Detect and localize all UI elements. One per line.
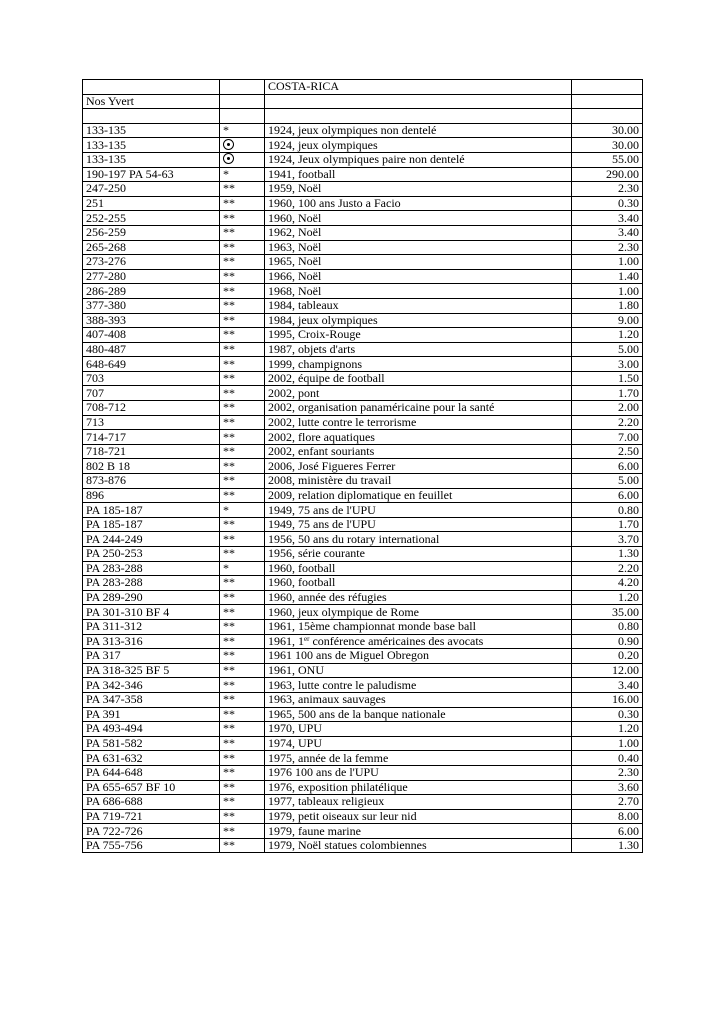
table-row	[83, 722, 643, 737]
condition-mark: **	[220, 342, 265, 357]
description: 1960, football	[265, 561, 572, 576]
price: 9.00	[572, 313, 643, 328]
table-row	[83, 780, 643, 795]
table-row	[83, 211, 643, 226]
description: 1984, jeux olympiques	[265, 313, 572, 328]
catalog-number: PA 185-187	[83, 503, 220, 518]
condition-mark: **	[220, 765, 265, 780]
condition-mark: **	[220, 225, 265, 240]
condition-mark: **	[220, 634, 265, 649]
catalog-number: 707	[83, 386, 220, 401]
catalog-number: 873-876	[83, 474, 220, 489]
table-row	[83, 182, 643, 197]
table-row	[83, 590, 643, 605]
table-row	[83, 824, 643, 839]
price: 0.20	[572, 649, 643, 664]
description: 1968, Noël	[265, 284, 572, 299]
condition-mark: **	[220, 576, 265, 591]
price: 290.00	[572, 167, 643, 182]
price: 35.00	[572, 605, 643, 620]
description	[265, 634, 572, 649]
table-row	[83, 459, 643, 474]
condition-mark: **	[220, 692, 265, 707]
table-row	[83, 430, 643, 445]
table-row	[83, 225, 643, 240]
price: 2.20	[572, 415, 643, 430]
catalog-number: PA 391	[83, 707, 220, 722]
stamp-price-table-body	[83, 80, 643, 853]
catalog-number: PA 342-346	[83, 678, 220, 693]
ordinal-superscript: er	[304, 634, 310, 643]
price: 1.20	[572, 590, 643, 605]
condition-mark: **	[220, 824, 265, 839]
catalog-number: PA 581-582	[83, 736, 220, 751]
condition-mark: **	[220, 459, 265, 474]
price: 1.20	[572, 722, 643, 737]
description: 1962, Noël	[265, 225, 572, 240]
catalog-number: 251	[83, 196, 220, 211]
price: 1.30	[572, 838, 643, 853]
condition-mark: **	[220, 240, 265, 255]
spacer-cell	[83, 109, 220, 124]
country-title: COSTA-RICA	[265, 80, 572, 95]
table-row	[83, 444, 643, 459]
table-row	[83, 678, 643, 693]
table-row	[83, 751, 643, 766]
price: 0.30	[572, 196, 643, 211]
table-row	[83, 561, 643, 576]
catalog-number: 718-721	[83, 444, 220, 459]
description: 1924, jeux olympiques non dentelé	[265, 123, 572, 138]
condition-mark: **	[220, 328, 265, 343]
description: 1975, année de la femme	[265, 751, 572, 766]
description: 1976, exposition philatélique	[265, 780, 572, 795]
price: 6.00	[572, 824, 643, 839]
price: 1.20	[572, 328, 643, 343]
header-price-cell	[572, 80, 643, 95]
table-row	[83, 313, 643, 328]
price: 1.30	[572, 547, 643, 562]
condition-mark: **	[220, 269, 265, 284]
description: 1987, objets d'arts	[265, 342, 572, 357]
ref-column-label: Nos Yvert	[83, 94, 220, 109]
description: 1970, UPU	[265, 722, 572, 737]
table-row	[83, 605, 643, 620]
catalog-number: PA 311-312	[83, 619, 220, 634]
catalog-number: PA 686-688	[83, 795, 220, 810]
description: 1965, 500 ans de la banque nationale	[265, 707, 572, 722]
description: 1949, 75 ans de l'UPU	[265, 517, 572, 532]
catalog-number: 256-259	[83, 225, 220, 240]
condition-mark: **	[220, 532, 265, 547]
condition-cell	[220, 152, 265, 167]
table-row	[83, 634, 643, 649]
condition-cell	[220, 138, 265, 153]
catalog-number: 713	[83, 415, 220, 430]
table-row	[83, 503, 643, 518]
condition-mark: *	[220, 503, 265, 518]
price: 1.00	[572, 255, 643, 270]
catalog-number: 703	[83, 371, 220, 386]
description: 2006, José Figueres Ferrer	[265, 459, 572, 474]
condition-mark: **	[220, 357, 265, 372]
table-row	[83, 795, 643, 810]
condition-mark: **	[220, 649, 265, 664]
table-row	[83, 386, 643, 401]
desc-column-label	[265, 94, 572, 109]
description-text: conférence américaines des avocats	[309, 634, 484, 648]
description: 1960, 100 ans Justo a Facio	[265, 196, 572, 211]
condition-mark: **	[220, 415, 265, 430]
table-row	[83, 692, 643, 707]
condition-mark: **	[220, 619, 265, 634]
condition-mark: **	[220, 444, 265, 459]
price: 2.30	[572, 182, 643, 197]
price: 0.30	[572, 707, 643, 722]
description: 1956, série courante	[265, 547, 572, 562]
condition-mark: **	[220, 298, 265, 313]
price: 2.00	[572, 401, 643, 416]
catalog-number: PA 655-657 BF 10	[83, 780, 220, 795]
catalog-number: 265-268	[83, 240, 220, 255]
description: 2002, organisation panaméricaine pour la santé	[265, 401, 572, 416]
condition-mark: **	[220, 736, 265, 751]
header-cond-cell	[220, 80, 265, 95]
description: 2009, relation diplomatique en feuillet	[265, 488, 572, 503]
table-row	[83, 123, 643, 138]
table-row	[83, 809, 643, 824]
price: 1.80	[572, 298, 643, 313]
spacer-row	[83, 109, 643, 124]
description: 1960, année des réfugies	[265, 590, 572, 605]
catalog-number: 714-717	[83, 430, 220, 445]
condition-mark: **	[220, 401, 265, 416]
catalog-number: PA 644-648	[83, 765, 220, 780]
condition-mark: **	[220, 751, 265, 766]
catalog-number: PA 244-249	[83, 532, 220, 547]
description: 1949, 75 ans de l'UPU	[265, 503, 572, 518]
catalog-number: PA 318-325 BF 5	[83, 663, 220, 678]
condition-mark: *	[220, 167, 265, 182]
price-column-label	[572, 94, 643, 109]
condition-mark: **	[220, 386, 265, 401]
catalog-number: 133-135	[83, 138, 220, 153]
condition-mark: **	[220, 284, 265, 299]
price: 1.50	[572, 371, 643, 386]
table-row	[83, 517, 643, 532]
table-row	[83, 342, 643, 357]
description: 1963, animaux sauvages	[265, 692, 572, 707]
catalog-number: 896	[83, 488, 220, 503]
description: 2002, enfant souriants	[265, 444, 572, 459]
spacer-cell	[572, 109, 643, 124]
price: 3.40	[572, 225, 643, 240]
catalog-number: PA 250-253	[83, 547, 220, 562]
price: 1.00	[572, 284, 643, 299]
catalog-number: PA 493-494	[83, 722, 220, 737]
table-row	[83, 167, 643, 182]
description: 2002, pont	[265, 386, 572, 401]
condition-mark: **	[220, 663, 265, 678]
price: 8.00	[572, 809, 643, 824]
catalog-number: 377-380	[83, 298, 220, 313]
condition-mark: **	[220, 474, 265, 489]
table-row	[83, 138, 643, 153]
description: 1995, Croix-Rouge	[265, 328, 572, 343]
catalog-number: PA 185-187	[83, 517, 220, 532]
condition-mark: *	[220, 561, 265, 576]
price: 0.80	[572, 503, 643, 518]
condition-mark: **	[220, 196, 265, 211]
catalog-number: PA 631-632	[83, 751, 220, 766]
table-row	[83, 255, 643, 270]
description: 1963, Noël	[265, 240, 572, 255]
catalog-number: PA 283-288	[83, 576, 220, 591]
price: 16.00	[572, 692, 643, 707]
condition-mark: **	[220, 707, 265, 722]
condition-mark: **	[220, 547, 265, 562]
table-row	[83, 298, 643, 313]
catalog-number: PA 317	[83, 649, 220, 664]
description: 1999, champignons	[265, 357, 572, 372]
table-row	[83, 838, 643, 853]
header-ref-cell	[83, 80, 220, 95]
condition-mark: **	[220, 182, 265, 197]
price: 1.40	[572, 269, 643, 284]
catalog-number: 190-197 PA 54-63	[83, 167, 220, 182]
price: 5.00	[572, 474, 643, 489]
table-row	[83, 401, 643, 416]
table-row	[83, 152, 643, 167]
price: 3.40	[572, 211, 643, 226]
catalog-number: PA 755-756	[83, 838, 220, 853]
price: 3.00	[572, 357, 643, 372]
condition-mark: **	[220, 590, 265, 605]
description: 1941, football	[265, 167, 572, 182]
price: 6.00	[572, 488, 643, 503]
catalog-number: 708-712	[83, 401, 220, 416]
table-row	[83, 284, 643, 299]
description: 1924, jeux olympiques	[265, 138, 572, 153]
table-row	[83, 663, 643, 678]
price: 30.00	[572, 138, 643, 153]
price: 2.30	[572, 240, 643, 255]
catalog-number: PA 313-316	[83, 634, 220, 649]
description: 1924, Jeux olympiques paire non dentelé	[265, 152, 572, 167]
condition-mark: **	[220, 517, 265, 532]
spacer-cell	[220, 109, 265, 124]
table-row	[83, 547, 643, 562]
catalog-number: PA 301-310 BF 4	[83, 605, 220, 620]
description: 1965, Noël	[265, 255, 572, 270]
price: 30.00	[572, 123, 643, 138]
price: 3.60	[572, 780, 643, 795]
country-header-row	[83, 80, 643, 95]
description-text: 1961, 1	[268, 634, 304, 648]
stamp-price-table	[82, 79, 643, 853]
catalog-number: 133-135	[83, 123, 220, 138]
description: 1963, lutte contre le paludisme	[265, 678, 572, 693]
price: 3.40	[572, 678, 643, 693]
condition-mark: **	[220, 605, 265, 620]
description: 2002, flore aquatiques	[265, 430, 572, 445]
price: 7.00	[572, 430, 643, 445]
description: 1979, faune marine	[265, 824, 572, 839]
price: 0.90	[572, 634, 643, 649]
used-icon	[223, 139, 234, 150]
column-header-row	[83, 94, 643, 109]
table-row	[83, 196, 643, 211]
catalog-number: 133-135	[83, 152, 220, 167]
price: 2.20	[572, 561, 643, 576]
condition-mark: *	[220, 123, 265, 138]
description: 1961, 15ème championnat monde base ball	[265, 619, 572, 634]
table-row	[83, 532, 643, 547]
description: 1959, Noël	[265, 182, 572, 197]
catalog-number: 480-487	[83, 342, 220, 357]
condition-mark: **	[220, 488, 265, 503]
condition-mark: **	[220, 255, 265, 270]
table-row	[83, 765, 643, 780]
price: 12.00	[572, 663, 643, 678]
table-row	[83, 357, 643, 372]
table-row	[83, 269, 643, 284]
description: 2002, lutte contre le terrorisme	[265, 415, 572, 430]
condition-mark: **	[220, 371, 265, 386]
description: 1974, UPU	[265, 736, 572, 751]
table-row	[83, 488, 643, 503]
condition-mark: **	[220, 795, 265, 810]
price: 4.20	[572, 576, 643, 591]
price: 0.40	[572, 751, 643, 766]
catalog-number: PA 719-721	[83, 809, 220, 824]
table-row	[83, 474, 643, 489]
price: 3.70	[572, 532, 643, 547]
table-row	[83, 619, 643, 634]
catalog-number: 277-280	[83, 269, 220, 284]
condition-mark: **	[220, 211, 265, 226]
used-icon	[223, 153, 234, 164]
table-row	[83, 707, 643, 722]
condition-mark: **	[220, 313, 265, 328]
price: 1.70	[572, 517, 643, 532]
price: 2.70	[572, 795, 643, 810]
price: 1.00	[572, 736, 643, 751]
catalog-number: PA 347-358	[83, 692, 220, 707]
table-row	[83, 328, 643, 343]
description: 1960, jeux olympique de Rome	[265, 605, 572, 620]
condition-mark: **	[220, 780, 265, 795]
table-row	[83, 736, 643, 751]
description: 1979, petit oiseaux sur leur nid	[265, 809, 572, 824]
description: 1984, tableaux	[265, 298, 572, 313]
catalog-number: PA 283-288	[83, 561, 220, 576]
table-row	[83, 576, 643, 591]
price: 1.70	[572, 386, 643, 401]
condition-mark: **	[220, 809, 265, 824]
description: 1960, Noël	[265, 211, 572, 226]
condition-mark: **	[220, 722, 265, 737]
description: 1976 100 ans de l'UPU	[265, 765, 572, 780]
catalog-number: PA 722-726	[83, 824, 220, 839]
table-row	[83, 649, 643, 664]
condition-mark: **	[220, 838, 265, 853]
catalog-number: 247-250	[83, 182, 220, 197]
table-row	[83, 371, 643, 386]
price: 5.00	[572, 342, 643, 357]
price: 55.00	[572, 152, 643, 167]
description: 1960, football	[265, 576, 572, 591]
condition-mark: **	[220, 430, 265, 445]
price: 6.00	[572, 459, 643, 474]
catalog-number: 252-255	[83, 211, 220, 226]
description: 1961 100 ans de Miguel Obregon	[265, 649, 572, 664]
catalog-number: 388-393	[83, 313, 220, 328]
catalog-number: 407-408	[83, 328, 220, 343]
spacer-cell	[265, 109, 572, 124]
description: 1956, 50 ans du rotary international	[265, 532, 572, 547]
table-row	[83, 240, 643, 255]
description: 1961, ONU	[265, 663, 572, 678]
catalog-number: PA 289-290	[83, 590, 220, 605]
price: 0.80	[572, 619, 643, 634]
catalog-number: 273-276	[83, 255, 220, 270]
catalog-number: 286-289	[83, 284, 220, 299]
description: 2002, équipe de football	[265, 371, 572, 386]
description: 1979, Noël statues colombiennes	[265, 838, 572, 853]
catalog-number: 802 B 18	[83, 459, 220, 474]
description: 2008, ministère du travail	[265, 474, 572, 489]
price: 2.50	[572, 444, 643, 459]
condition-mark: **	[220, 678, 265, 693]
cond-column-label	[220, 94, 265, 109]
description: 1966, Noël	[265, 269, 572, 284]
description: 1977, tableaux religieux	[265, 795, 572, 810]
catalog-number: 648-649	[83, 357, 220, 372]
price: 2.30	[572, 765, 643, 780]
table-row	[83, 415, 643, 430]
